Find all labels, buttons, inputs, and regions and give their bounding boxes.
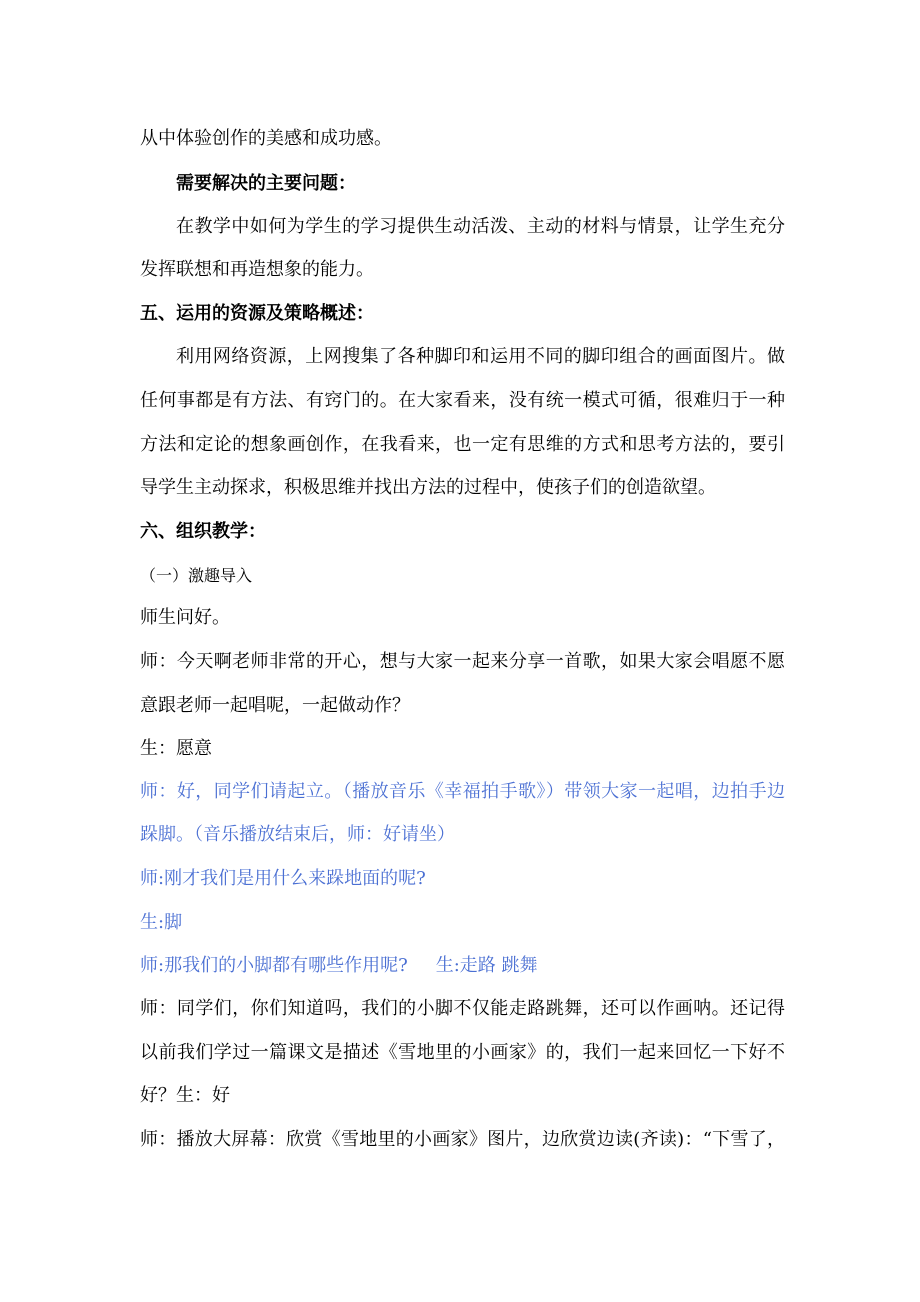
- dialogue-line: 意跟老师一起唱呢，一起做动作？: [140, 695, 410, 716]
- dialogue-line-highlight: 师:刚才我们是用什么来跺地面的呢?: [140, 868, 426, 889]
- dialogue-line: 师：播放大屏幕：欣赏《雪地里的小画家》图片，边欣赏边读(齐读)：“下雪了，: [140, 1129, 785, 1150]
- section-heading: 六、组织教学：: [140, 521, 266, 542]
- dialogue-line-highlight: 跺脚。（音乐播放结束后，师：好请坐）: [140, 824, 455, 845]
- teacher-question: 师:那我们的小脚都有哪些作用呢?: [140, 955, 408, 976]
- paragraph-line: 在教学中如何为学生的学习提供生动活泼、主动的材料与情景，让学生充分: [176, 216, 785, 237]
- student-answer: 生:走路 跳舞: [435, 955, 538, 976]
- section-heading: 五、运用的资源及策略概述：: [140, 303, 374, 324]
- section-subheading: 需要解决的主要问题：: [176, 173, 356, 194]
- paragraph-line: 师生问好。: [140, 607, 230, 628]
- dialogue-line: 师：今天啊老师非常的开心，想与大家一起来分享一首歌，如果大家会唱愿不愿: [140, 651, 785, 672]
- dialogue-line-highlight: 生:脚: [140, 912, 183, 933]
- paragraph-line: 发挥联想和再造想象的能力。: [140, 259, 374, 280]
- dialogue-line: 好？生：好: [140, 1085, 230, 1106]
- dialogue-line: 师：同学们，你们知道吗，我们的小脚不仅能走路跳舞，还可以作画呐。还记得: [140, 998, 785, 1019]
- paragraph-line: 方法和定论的想象画创作，在我看来，也一定有思维的方式和思考方法的，要引: [140, 434, 785, 455]
- paragraph-line: 从中体验创作的美感和成功感。: [140, 128, 392, 149]
- dialogue-line: 以前我们学过一篇课文是描述《雪地里的小画家》的，我们一起来回忆一下好不: [140, 1042, 785, 1063]
- dialogue-line-highlight: [140, 954, 785, 978]
- subsection-heading: （一）激趣导入: [140, 566, 253, 585]
- paragraph-line: 任何事都是有方法、有窍门的。在大家看来，没有统一模式可循，很难归于一种: [140, 390, 785, 411]
- dialogue-line-highlight: 师：好，同学们请起立。（播放音乐《幸福拍手歌》）带领大家一起唱，边拍手边: [140, 781, 785, 802]
- paragraph-line: 导学生主动探求，积极思维并找出方法的过程中，使孩子们的创造欲望。: [140, 477, 716, 498]
- paragraph-line: 利用网络资源，上网搜集了各种脚印和运用不同的脚印组合的画面图片。做: [176, 346, 785, 367]
- dialogue-line: 生：愿意: [140, 738, 212, 759]
